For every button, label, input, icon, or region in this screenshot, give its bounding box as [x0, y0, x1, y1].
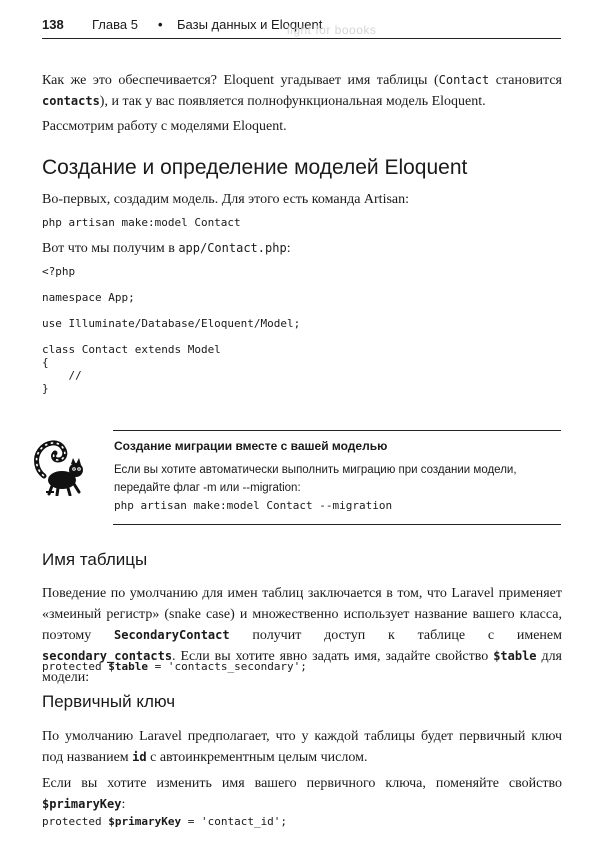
lemur-icon: [30, 430, 88, 496]
table-paragraph: Поведение по умолчанию для имен таблиц заключается в том, что Laravel применяет «змеиный регистр» (snake case) и множественно использует название вашего класса, поэтому SecondaryContact получит доступ к таблице с именем secondary_contacts. Если вы хотите явно задать имя, задайте свойство $table для модели:: [42, 586, 562, 685]
chapter-title: Базы данных и Eloquent: [177, 17, 323, 32]
page-number: 138: [42, 17, 64, 32]
chapter-label: Глава 5: [92, 17, 138, 32]
watermark: light for boooks: [287, 23, 377, 37]
note-rule-bottom: [113, 524, 561, 525]
pk-paragraph-2: Если вы хотите изменить имя вашего первичного ключа, поменяйте свойство $primaryKey:: [42, 776, 562, 812]
section-heading-table: Имя таблицы: [42, 550, 148, 569]
running-header: [42, 14, 562, 36]
note-code: php artisan make:model Contact --migration: [114, 499, 393, 512]
intro-paragraph-2: Рассмотрим работу с моделями Eloquent.: [42, 119, 287, 134]
models-paragraph-1: Во-первых, создадим модель. Для этого есть команда Artisan:: [42, 192, 410, 207]
models-paragraph-2: Вот что мы получим в app/Contact.php:: [42, 241, 291, 256]
note-rule-top: [113, 430, 561, 431]
note-title: Создание миграции вместе с вашей моделью: [114, 439, 388, 453]
note-body: Если вы хотите автоматически выполнить миграцию при создании модели, передайте флаг -m или --migration:: [114, 464, 517, 494]
code-make-model: php artisan make:model Contact: [42, 216, 241, 229]
section-heading-models: Создание и определение моделей Eloquent: [42, 156, 468, 179]
code-table-property: protected $table = 'contacts_secondary';: [42, 660, 307, 673]
header-rule: [42, 38, 561, 39]
section-heading-primary-key: Первичный ключ: [42, 692, 176, 711]
pk-paragraph-1: По умолчанию Laravel предполагает, что у каждой таблицы будет первичный ключ под названием id с автоинкрементным целым числом.: [42, 729, 562, 765]
code-contact-model: <?php namespace App; use Illuminate/Database/Eloquent/Model; class Contact extends Model { // }: [42, 265, 301, 395]
code-primary-key: protected $primaryKey = 'contact_id';: [42, 815, 288, 828]
intro-paragraph-1: Как же это обеспечивается? Eloquent угадывает имя таблицы (Contact становится contacts), и так у вас появляется полнофункциональная модель Eloquent.: [42, 73, 562, 109]
header-bullet: •: [158, 17, 163, 32]
